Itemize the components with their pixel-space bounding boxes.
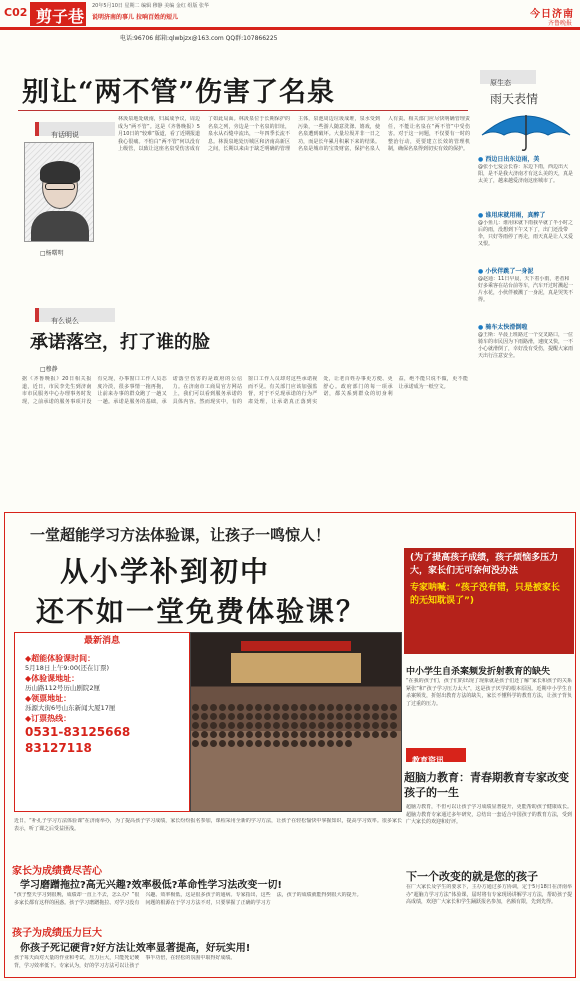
audience-head [390, 713, 397, 720]
ad-headline-1: 一堂超能学习方法体验课，让孩子一鸣惊人！ [30, 526, 331, 544]
audience-head [228, 740, 235, 747]
section-tagline: 说明济南的事儿 拉响百姓的短儿 [92, 14, 179, 21]
audience-head [201, 740, 208, 747]
ad-side-body: “在我的孩子们，孩子们的出现了现象就是孩子们还了解“家长和孩子的关系紧张”和“孩子学习压力太大”，这是孩子厌学的根本原因。近期中小学生自杀案频发，折射出教育方法的缺失，家长不懂科学的教育方法，让孩子背负了过重的压力。 [406, 678, 572, 707]
audience-head [273, 740, 280, 747]
latest-news-box [14, 632, 190, 812]
ad-section-subtitle-2: 你孩子死记硬背?好方法让效率显著提高，好玩实用! [20, 943, 251, 954]
audience-head [210, 704, 217, 711]
audience-head [255, 704, 262, 711]
ad-section-subtitle-1: 学习磨蹭拖拉?高无兴趣?效率极低?革命性学习法改变一切! [20, 880, 282, 891]
audience-head [273, 722, 280, 729]
audience-head [246, 722, 253, 729]
comment-text: @王斯：早晨上班路过一个交叉路口，一位骑车的市民因为下雨路滑，速度又快，一不小心就滑倒了，幸好没有受伤，提醒大家雨天出行注意安全。 [478, 332, 574, 359]
ad-side-title: 中小学生自杀案频发折射教育的缺失 [406, 667, 551, 677]
latest-news-list [25, 653, 185, 756]
audience-head [273, 713, 280, 720]
ad-callout-text-b: 专家呐喊：“孩子没有错，只是被家长的无知耽误了”) [410, 583, 560, 606]
comment-title: ● 骑车太快滑倒啦 [478, 323, 574, 332]
audience-head [255, 713, 262, 720]
audience-head [219, 740, 226, 747]
audience-head [192, 740, 199, 747]
audience-head [291, 713, 298, 720]
comment-text: @赵通：11日早晨，天下着小雨，老者和好多乘客在站台前等车，汽车开过时溅起一片水花，小伙伴被溅了一身泥，真是哭笑不得。 [478, 276, 574, 303]
audience-head [327, 704, 334, 711]
audience-head [237, 731, 244, 738]
divider [18, 110, 468, 111]
audience-head [300, 704, 307, 711]
audience-head [219, 713, 226, 720]
ad-headline-2: 从小学补到初中 [60, 555, 271, 588]
audience-head [309, 713, 316, 720]
headline-1: 别让“两不管”伤害了名泉 [22, 77, 336, 108]
info-value: 5月18日上午9:00(还在订票) [25, 664, 110, 672]
ad-section-title-1: 家长为成绩费尽苦心 [12, 866, 102, 877]
audience-head [192, 722, 199, 729]
audience-head [282, 713, 289, 720]
issue-info: 20年5月10日 星期二 编辑 穆静 美编 金红 组版 张华 [92, 3, 210, 9]
audience-head [309, 722, 316, 729]
brand-logo: 齐鲁晚报 [547, 20, 572, 27]
audience-head [219, 731, 226, 738]
audience-head [300, 740, 307, 747]
audience-head [201, 731, 208, 738]
edu-body-1: 超脑力教育，不但可以让孩子学习成绩显著提升，更能帮助孩子健康成长。超脑力教育专家通过多年研究，总结出一套适合中国孩子的教育方法，受到广大家长的欢迎和好评。 [406, 804, 572, 825]
audience-head [354, 713, 361, 720]
edu-subheadline: 下一个改变的就是您的孩子 [406, 870, 538, 883]
audience-head [291, 740, 298, 747]
audience-head [291, 722, 298, 729]
audience-head [255, 740, 262, 747]
weather-comments [478, 155, 574, 379]
audience-head [237, 713, 244, 720]
headline-2: 承诺落空，打了谁的脸 [30, 332, 210, 353]
audience-head [246, 731, 253, 738]
right-column-tag-label: 原生态 [490, 79, 511, 87]
audience-head [336, 713, 343, 720]
ad-section-body-1: “孩子整天学习到很晚，成绩却一直上不去，怎么办？”很多家长都有这样的困惑。孩子学习磨蹭拖拉、对学习没有兴趣、效率极低，这是很多孩子的通病。专家指出，这些问题的根源在于学习方法不对，只要掌握了正确的学习方法，孩子的成绩就能得到很大的提升。 [14, 892, 362, 906]
photo-stage [231, 653, 361, 683]
audience-head [264, 713, 271, 720]
audience-head [327, 722, 334, 729]
audience-head [318, 713, 325, 720]
audience-head [336, 704, 343, 711]
ad-body: 近日，“补孔子学习方法体验课”在济南举办，为了提高孩子学习成绩，家长纷纷报名参加，课程采用全新的学习方法，让孩子在轻松愉快中掌握知识，提高学习效率。很多家长表示，听了课之后受益匪浅。 [14, 818, 402, 832]
audience-head [345, 704, 352, 711]
audience-head [201, 722, 208, 729]
audience-head [201, 704, 208, 711]
audience-head [228, 731, 235, 738]
column-tag-2 [35, 308, 115, 325]
audience-head [354, 731, 361, 738]
audience-head [336, 731, 343, 738]
audience-head [282, 704, 289, 711]
edu-news-tag-label: 教育资讯 [412, 756, 444, 765]
audience-head [318, 704, 325, 711]
audience-head [264, 731, 271, 738]
audience-head [282, 731, 289, 738]
audience-head [273, 731, 280, 738]
audience-head [255, 722, 262, 729]
author-portrait [24, 142, 94, 242]
hotline-number: 0531-83125668 83127118 [25, 725, 131, 755]
audience-head [381, 731, 388, 738]
ad-section-title-2: 孩子为成绩压力巨大 [12, 928, 102, 939]
comment-item [478, 155, 574, 207]
audience-head [363, 713, 370, 720]
audience-head [318, 722, 325, 729]
audience-head [372, 704, 379, 711]
audience-head [336, 722, 343, 729]
audience-head [273, 704, 280, 711]
right-column-tag [480, 70, 536, 87]
audience-head [192, 731, 199, 738]
audience-head [363, 704, 370, 711]
audience-head [372, 722, 379, 729]
audience-head [264, 722, 271, 729]
ad-callout [404, 548, 574, 654]
audience-head [228, 704, 235, 711]
audience-head [381, 722, 388, 729]
audience-head [381, 704, 388, 711]
audience-head [363, 722, 370, 729]
audience-head [318, 740, 325, 747]
header-rule [0, 27, 580, 30]
audience-head [264, 740, 271, 747]
audience-head [327, 731, 334, 738]
column-tag [35, 122, 115, 139]
audience-head [390, 722, 397, 729]
comment-item [478, 211, 574, 263]
edu-body-2: 在广大家长及学生的要求下，主办方通过多方协调，定于5月18日在济南举办“超脑力学习方法”体验课，届时将有专家现场讲解学习方法，帮助孩子提高成绩，欢迎广大家长和学生踊跃报名参加，名额有限，先到先得。 [406, 884, 572, 905]
audience-head [255, 731, 262, 738]
portrait-glasses [45, 183, 75, 190]
audience-rows [191, 703, 402, 748]
audience-head [390, 704, 397, 711]
comment-text: @张小七爱会长春：东边下雨，西边出大阳，是不是我大济南才有这么美的天，真是太美了，越来越爱济南这座城市了。 [478, 164, 574, 184]
photo-banner [241, 641, 351, 651]
audience-head [282, 722, 289, 729]
audience-head [201, 713, 208, 720]
audience-head [237, 722, 244, 729]
comment-title: ● 小伙伴跳了一身泥 [478, 267, 574, 276]
audience-head [219, 704, 226, 711]
audience-head [372, 713, 379, 720]
contact-info: 电话:96706 邮箱:qlwbjzx@163.com QQ群:107866225 [120, 35, 278, 42]
info-label: ◆超能体验课时间： [25, 654, 96, 663]
info-value: 历山路112号历山剧院2厘 [25, 684, 101, 692]
latest-news-title: 最新消息 [15, 633, 189, 647]
author-byline-2: □穆静 [40, 366, 58, 373]
portrait-hair [40, 161, 80, 183]
audience-head [300, 713, 307, 720]
audience-head [192, 704, 199, 711]
audience-head [318, 731, 325, 738]
audience-head [264, 704, 271, 711]
audience-head [345, 722, 352, 729]
audience-head [309, 731, 316, 738]
author-byline: □杨曙明 [40, 250, 64, 257]
audience-head [246, 713, 253, 720]
edu-headline: 超脑力教育：青春期教育专家改变孩子的一生 [404, 771, 569, 799]
audience-head [300, 731, 307, 738]
umbrella-icon [478, 105, 574, 151]
ad-headline-3: 还不如一堂免费体验课？ [36, 595, 367, 628]
comment-text: @小鱼儿：谁用床就下雨我早就了半小时之后的雨，没想到下午又下了，出门还没带伞，只好等雨停了再走，雨天真是让人又爱又恨。 [478, 220, 574, 247]
audience-head [291, 731, 298, 738]
audience-head [237, 704, 244, 711]
info-label: ◆订票热线： [25, 714, 72, 723]
audience-head [363, 731, 370, 738]
audience-head [210, 713, 217, 720]
edu-news-tag [406, 748, 466, 765]
comment-title: ● 西边日出东边雨，美 [478, 155, 574, 164]
audience-head [210, 731, 217, 738]
column-tag-2-label: 有么说么 [51, 317, 79, 325]
comment-item [478, 323, 574, 375]
audience-head [390, 731, 397, 738]
audience-head [354, 722, 361, 729]
comment-item [478, 267, 574, 319]
right-column-title: 雨天表情 [490, 92, 539, 106]
ad-callout-text-a: (为了提高孩子成绩，孩子烦恼多压力大，家长们无可奈何没办法 [410, 553, 559, 576]
comment-title: ● 谁用床就用雨，真醉了 [478, 211, 574, 220]
audience-head [345, 713, 352, 720]
brand-name: 今日济南 [530, 9, 574, 20]
audience-head [354, 704, 361, 711]
audience-head [381, 713, 388, 720]
audience-head [228, 722, 235, 729]
audience-photo [190, 632, 402, 812]
audience-head [228, 713, 235, 720]
audience-head [192, 713, 199, 720]
audience-head [246, 704, 253, 711]
section-title: 剪子巷 [36, 7, 85, 26]
info-value: 泺源大街6号山东新闻大厦17厘 [25, 704, 116, 712]
audience-head [291, 704, 298, 711]
column-tag-label: 有话明说 [51, 131, 79, 139]
audience-head [372, 731, 379, 738]
audience-head [345, 731, 352, 738]
audience-head [210, 740, 217, 747]
page-number: C02 [4, 6, 28, 19]
info-label: ◆领票地址： [25, 694, 72, 703]
audience-head [327, 740, 334, 747]
audience-head [345, 740, 352, 747]
audience-head [327, 713, 334, 720]
audience-head [210, 722, 217, 729]
audience-head [309, 740, 316, 747]
audience-head [336, 740, 343, 747]
audience-head [309, 704, 316, 711]
audience-head [282, 740, 289, 747]
ad-section-body-2: 孩子每天面对大量的作业和考试，压力巨大，只能死记硬背，学习效率低下。专家认为，好的学习方法可以让孩子事半功倍，在轻松的氛围中取得好成绩。 [14, 955, 236, 969]
audience-head [300, 722, 307, 729]
audience-head [246, 740, 253, 747]
article-body-1: 林汲泉地处级南，归属成争议，周边成为“两不管”。这是《齐鲁晚报》5月10日的“较难”版道，看了近期报道我心很痛。不怕白“两不管”何以没有上级管，以致让这座名泉受伤害成有了如此局面。林汲泉位于长期保护的名泉之列，旁边是一个名泉的旧址，泉水从石缝中流出，一年四季长流不息。林汲泉地处历城区和济南高新区之间，长期以来由于缺乏明确的管理主体，泉池周边垃圾成堆，泉水受到污染，一些游人随意洗涤、嬉戏，使名泉遭到破坏。大量垃圾并非一日之功，而是长年累月积累下来的结果。名泉是城市的宝贵财富，保护名泉人人有责。相关部门应尽快明确管理责任，不能让名泉在“两不管”中受伤害。对于这一问题，不仅要有一时的整治行动，更要建立长效的管理机制，确保名泉得到切实有效的保护。 [118, 116, 470, 152]
info-label: ◆体验课地址： [25, 674, 80, 683]
audience-head [219, 722, 226, 729]
audience-head [237, 740, 244, 747]
article-body-2: 据《齐鲁晚报》20日相关报道，近日，市民李先生到济南市市民服务中心办理事务时发现，之前承诺的服务事项并没有兑现，办事窗口工作人员态度冷淡，很多事情一拖再拖，让前来办事的群众跑了一趟又一趟。承诺是服务的基础，承诺落空伤害的是政府的公信力。在济南市工商局官方网站上，我们可以看到服务承诺的具体内容。然而现实中，有的窗口工作人员却对这些承诺视而不见。有关部门应该加强监督，对于不兑现承诺的行为严肃处理，让承诺真正落到实处，让老百姓办事更方便、更舒心。政府部门的每一项承诺，都关系到群众的切身利益，绝不能只说不做，更不能让承诺成为一纸空文。 [22, 376, 468, 405]
portrait-body [31, 211, 89, 242]
